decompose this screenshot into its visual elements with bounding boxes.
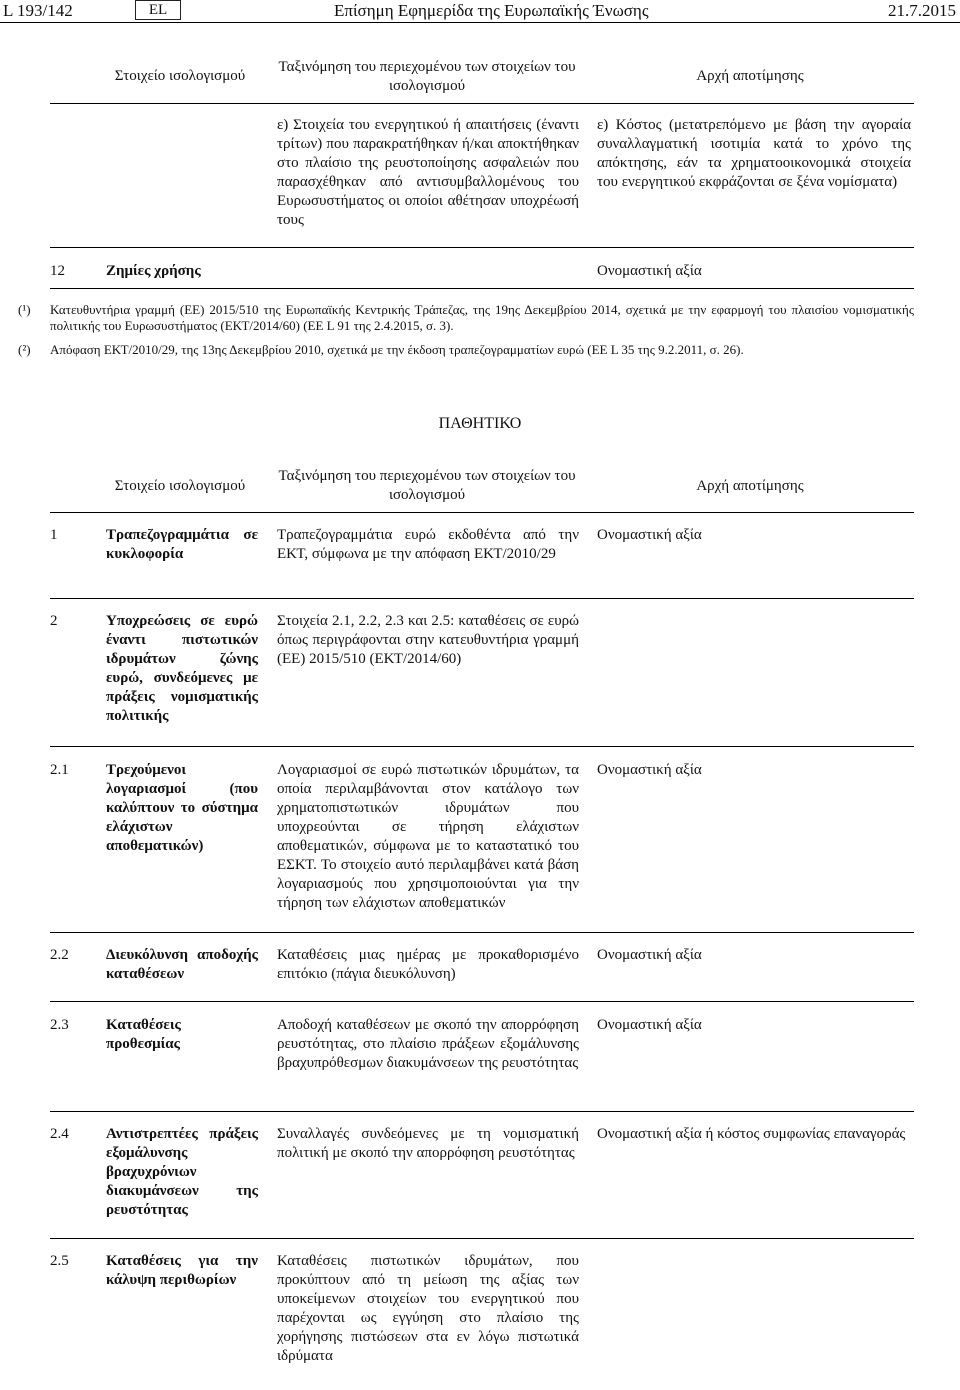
row-valuation: Ονομαστική αξία (597, 762, 702, 778)
footnote-2-mark: (²) (18, 342, 31, 357)
row-classification: Καταθέσεις μιας ημέρας με προκαθορισμένο επιτόκιο (πάγια διευκόλυνση) (277, 947, 579, 982)
row-number: 2.5 (50, 1253, 69, 1269)
liabilities-header-valuation: Αρχή αποτίμησης (696, 478, 804, 494)
footnote-2 (18, 342, 914, 358)
row-item: Τραπεζογραμμάτια σε κυκλοφορία (106, 527, 258, 562)
language-badge: EL (135, 0, 181, 20)
asset-row-e-classification: ε) Στοιχεία του ενεργητικού ή απαιτήσεις (έναντι τρίτων) που παρακρατήθηκαν ή/και αποκτήθηκαν στο πλαίσιο της ρευστοποίησης ασφαλειών που παρασχέθηκαν από αντισυμβαλλομένους του Ευρωσυστήματος οι οποίοι αθέτησαν υποχρέωσή τους (277, 117, 579, 228)
asset-row-12-item: Ζημίες χρήσης (106, 263, 201, 279)
row-divider (50, 1238, 914, 1239)
row-item: Καταθέσεις για την κάλυψη περιθωρίων (106, 1253, 258, 1288)
header-divider (0, 22, 960, 23)
running-header (0, 0, 960, 22)
row-divider (50, 746, 914, 747)
row-divider (50, 932, 914, 933)
row-item: Καταθέσεις προθεσμίας (106, 1017, 181, 1052)
row-valuation: Ονομαστική αξία (597, 1017, 702, 1033)
row-classification: Καταθέσεις πιστωτικών ιδρυμάτων, που προκύπτουν από τη μείωση της αξίας των υποκείμενων στοιχείων του ενεργητικού που παρέχονται ως εγγύηση στο πλαίσιο της χορήγησης πιστώσεων στα εν λόγω πιστωτικά ιδρύματα (277, 1253, 579, 1364)
journal-title: Επίσημη Εφημερίδα της Ευρωπαϊκής Ένωσης (334, 1, 649, 20)
asset-row-e-valuation: ε) Κόστος (μετατρεπόμενο με βάση την αγοραία συναλλαγματική ισοτιμία κατά το χρόνο της απόκτησης, εάν τα χρηματοοικονομικά στοιχεία του ενεργητικού εκφράζονται σε ξένα νομίσματα) (597, 117, 911, 190)
row-divider (50, 1111, 914, 1112)
row-item: Υποχρεώσεις σε ευρώ έναντι πιστωτικών ιδρυμάτων ζώνης ευρώ, συνδεόμενες με πράξεις νομισματικής πολιτικής (106, 613, 258, 724)
row-classification: Αποδοχή καταθέσεων με σκοπό την απορρόφηση ρευστότητας, στο πλαίσιο πράξεων εξομάλυνσης βραχυπρόθεσμων διακυμάνσεων της ρευστότητας (277, 1017, 579, 1071)
row-valuation: Ονομαστική αξία (597, 947, 702, 963)
row-number: 1 (50, 527, 58, 543)
row-number: 2.2 (50, 947, 69, 963)
asset-row-12-valuation: Ονομαστική αξία (597, 263, 702, 279)
row-number: 2.3 (50, 1017, 69, 1033)
footnote-1-mark: (¹) (18, 302, 31, 317)
row-valuation: Ονομαστική αξία (597, 527, 702, 543)
liabilities-header-classification: Ταξινόμηση του περιεχομένου των στοιχείων του ισολογισμού (278, 468, 576, 503)
column-header-item: Στοιχείο ισολογισμού (114, 68, 246, 84)
publication-date: 21.7.2015 (888, 1, 956, 20)
row-number: 2 (50, 613, 58, 629)
table-bottom-rule (50, 288, 914, 289)
liabilities-header-item: Στοιχείο ισολογισμού (114, 478, 246, 494)
page-reference: L 193/142 (3, 1, 73, 20)
row-item: Διευκόλυνση αποδοχής καταθέσεων (106, 947, 258, 982)
footnote-1-text: Κατευθυντήρια γραμμή (ΕΕ) 2015/510 της Ευρωπαϊκής Κεντρικής Τράπεζας, της 19ης Δεκεμβρίου 2014, σχετικά με την εφαρμογή του πλαισίου νομισματικής πολιτικής του Ευρωσυστήματος (ΕΚΤ/2014/60) (ΕΕ L 91 της 2.4.2015, σ. 3). (50, 302, 914, 333)
row-item: Τρεχούμενοι λογαριασμοί (που καλύπτουν το σύστημα ελάχιστων αποθεματικών) (106, 762, 258, 854)
row-number: 2.1 (50, 762, 69, 778)
row-classification: Στοιχεία 2.1, 2.2, 2.3 και 2.5: καταθέσεις σε ευρώ όπως περιγράφονται στην κατευθυντήρια γραμμή (ΕΕ) 2015/510 (ΕΚΤ/2014/60) (277, 613, 579, 667)
asset-row-12-number: 12 (50, 263, 65, 279)
row-item: Αντιστρεπτέες πράξεις εξομάλυνσης βραχυχρόνιων διακυμάνσεων της ρευστότητας (106, 1126, 258, 1218)
row-classification: Τραπεζογραμμάτια ευρώ εκδοθέντα από την ΕΚΤ, σύμφωνα με την απόφαση ΕΚΤ/2010/29 (277, 527, 579, 562)
footnote-2-text: Απόφαση ΕΚΤ/2010/29, της 13ης Δεκεμβρίου 2010, σχετικά με την έκδοση τραπεζογραμματίων ευρώ (ΕΕ L 35 της 9.2.2011, σ. 26). (50, 342, 744, 357)
row-number: 2.4 (50, 1126, 69, 1142)
row-classification: Λογαριασμοί σε ευρώ πιστωτικών ιδρυμάτων, τα οποία περιλαμβάνονται στον κατάλογο των χρηματοπιστωτικών ιδρυμάτων που υποχρεούνται σε τήρηση ελάχιστων αποθεματικών, σύμφωνα με το καταστατικό του ΕΣΚΤ. Το στοιχείο αυτό περιλαμβάνει κατά βάση λογαριασμούς που χρησιμοποιούνται για την τήρηση των ελάχιστων αποθεματικών (277, 762, 579, 911)
liabilities-header-rule (50, 512, 914, 513)
column-header-valuation: Αρχή αποτίμησης (696, 68, 804, 84)
row-valuation: Ονομαστική αξία ή κόστος συμφωνίας επαναγοράς (597, 1126, 906, 1142)
column-header-classification: Ταξινόμηση του περιεχομένου των στοιχείων του ισολογισμού (278, 59, 576, 94)
row-divider (50, 598, 914, 599)
row-divider (50, 1001, 914, 1002)
row-classification: Συναλλαγές συνδεόμενες με τη νομισματική πολιτική με σκοπό την απορρόφηση ρευστότητας (277, 1126, 579, 1161)
table-header-rule (50, 103, 914, 104)
footnote-1 (18, 302, 914, 334)
row-divider (50, 247, 914, 248)
section-title-liabilities: ΠΑΘΗΤΙΚΟ (438, 415, 522, 432)
